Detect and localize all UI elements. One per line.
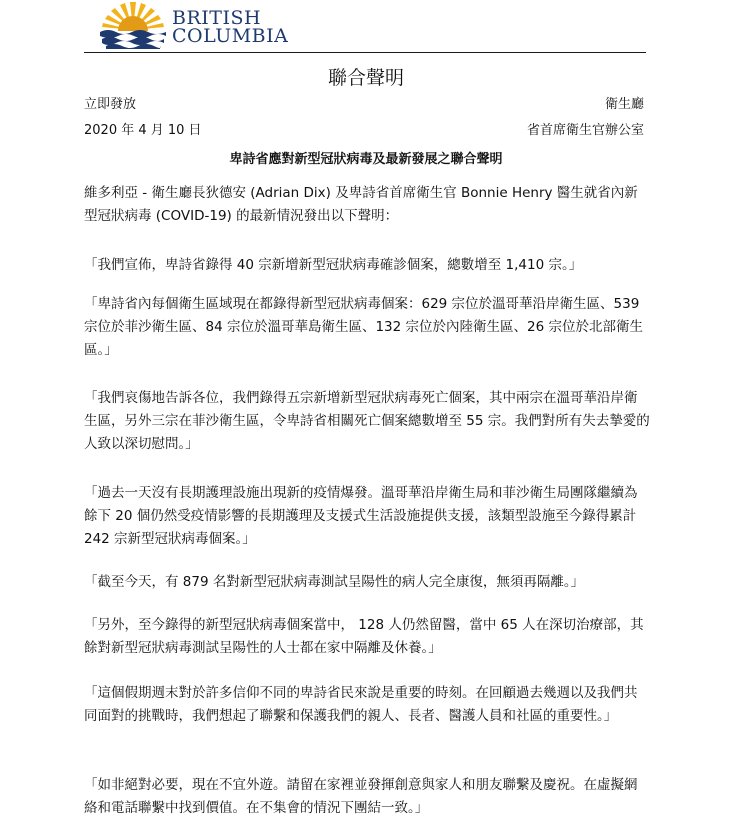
issuer-office: 省首席衛生官辦公室 [526,123,644,138]
paragraph: 「截至今天，有 879 名對新型冠狀病毒測試呈陽性的病人完全康復，無須再隔離。」 [84,574,585,590]
logo-text-british: BRITISH [172,7,262,29]
document-subtitle: 卑詩省應對新型冠狀病毒及最新發展之聯合聲明 [229,152,503,167]
release-type: 立即發放 [84,97,137,112]
paragraph: 「我們哀傷地告訴各位，我們錄得五宗新增新型冠狀病毒死亡個案，其中兩宗在溫哥華沿岸衛生區，另外三宗在菲沙衛生區，令卑詩省相關死亡個案總數增至 55 宗。我們對所有失去摯愛的人致以深切慰問。」 [84,390,650,452]
paragraph: 「卑詩省內每個衛生區域現在都錄得新型冠狀病毒個案：629 宗位於溫哥華沿岸衛生區、539 宗位於菲沙衛生區、84 宗位於溫哥華島衛生區、132 宗位於內陸衛生區、26 宗位於北部衛生區。」 [84,296,643,358]
paragraph: 「如非絕對必要，現在不宜外遊。請留在家裡並發揮創意與家人和朋友聯繫及慶祝。在虛擬網絡和電話聯繫中找到價值。在不集會的情況下團結一致。」 [84,777,638,816]
paragraph: 「另外，至今錄得的新型冠狀病毒個案當中， 128 人仍然留醫，當中 65 人在深切治療部，其餘對新型冠狀病毒測試呈陽性的人士都在家中隔離及休養。」 [84,617,644,656]
release-meta-left [84,92,202,144]
paragraph: 維多利亞 - 衛生廳長狄德安 (Adrian Dix) 及卑詩省首席衛生官 Bonnie Henry 醫生就省內新型冠狀病毒 (COVID-19) 的最新情況發出以下聲明： [84,185,638,224]
paragraph: 「過去一天沒有長期護理設施出現新的疫情爆發。溫哥華沿岸衛生局和菲沙衛生局團隊繼續為餘下 20 個仍然受疫情影響的長期護理及支援式生活設施提供支援，該類型設施至今錄得累計 242 宗新型冠狀病毒個案。」 [84,485,638,547]
release-date: 2020 年 4 月 10 日 [84,123,202,138]
bc-sun-waves-icon [94,0,172,50]
release-meta-right [527,92,644,144]
issuer-ministry: 衛生廳 [604,97,644,112]
document-title: 聯合聲明 [327,67,404,89]
logo-text-columbia: COLUMBIA [172,25,289,47]
paragraph: 「我們宣佈，卑詩省錄得 40 宗新增新型冠狀病毒確診個案，總數增至 1,410 宗。」 [84,257,583,273]
paragraph: 「這個假期週末對於許多信仰不同的卑詩省民來說是重要的時刻。在回顧過去幾週以及我們共同面對的挑戰時，我們想起了聯繫和保護我們的親人、長者、醫護人員和社區的重要性。」 [84,685,638,724]
header-divider [84,52,646,53]
bc-government-logo [94,0,289,52]
